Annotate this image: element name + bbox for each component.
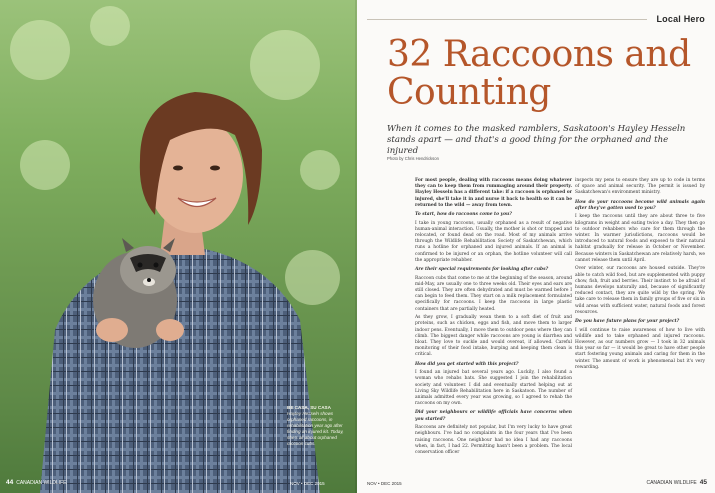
magazine-name-left: CANADIAN WILDLIFE (16, 480, 67, 486)
interview-question: Did your neighbours or wildlife officials have concerns when you started? (415, 410, 572, 422)
interview-question: Are their special requirements for looking after cubs? (415, 267, 549, 273)
body-paragraph: I found an injured bat several years ago. Luckily, I also found a woman who rehabs bats. She suggested I join the rehabilitation society and volunteer. I did and eventually started helping out at Living Sky Wildlife Rehabilitation here in Saskatoon. The number of animals admitted every year was growing, so I agreed to rehab the raccoons on my own. (415, 370, 572, 407)
issue-date-right: NOV • DEC 2015 (367, 481, 402, 486)
interview-question: Do you have future plans for your project? (575, 319, 680, 325)
photo-page-left (0, 0, 357, 493)
body-paragraph: Raccoon cubs that come to me at the beginning of the season, around mid-May, are usually one to three weeks old. Their eyes and ears are still closed. They are often dehydrated and must be warmed before I can begin to feed them. They start on a milk replacement formulated specifically for raccoons. I keep the raccoons in large plastic containers that are partially heated. (415, 275, 572, 312)
folio-left (6, 479, 67, 486)
body-paragraph: Raccoons are definitely not popular, but I'm very lucky to have great neighbours. I've had no complaints in the four years that I've been raising raccoons. One neighbour had no idea I had any raccoons when, in fact, I had 22. Permitting hasn't been a problem. The local conservation officer (415, 425, 572, 456)
headline: 32 Raccoons and Counting (387, 34, 691, 113)
body-paragraph: As they grow, I gradually wean them to a soft diet of fruit and proteins, such as chicken, eggs and fish, and move them to larger indoor pens. Eventually, I move them to outdoor pens where they can climb. The biggest danger while raccoons are young is diarrhea and bloat. They love to suckle and would overeat, if allowed. Careful monitoring of their food intake, burping and keeping them clean is critical. (415, 315, 572, 358)
folio-right (646, 479, 707, 486)
interview-question: How do your raccoons become wild animals again after they've gotten used to you? (575, 199, 705, 211)
body-paragraph: I keep the raccoons until they are about three to five kilograms in weight and eating twice a day. They then go to outdoor rehabbers who care for them through the winter. In warmer jurisdictions, raccoons would be introduced to natural foods and exposed to their natural habitat gradually for release in October or November. Because winters in Saskatchewan are relatively harsh, we cannot release them until April. (575, 214, 705, 263)
section-rule (367, 19, 647, 20)
body-paragraph: I will continue to raise awareness of how to live with wildlife and to take orphaned and injured raccoons. However, as our numbers grow — I took in 32 animals this year so far — it would be great to have other people start fostering young animals and caring for them in the winter. The amount of work is phenomenal but it's very rewarding. (575, 327, 705, 370)
photo-caption (287, 405, 349, 447)
interview-question: To start, how do raccoons come to you? (415, 212, 512, 218)
article-page-right (357, 0, 715, 493)
body-column-1 (415, 178, 572, 459)
lede-paragraph: For most people, dealing with raccoons means doing whatever they can to keep them from rummaging around their property. Hayley Hesseln has a different take: if a raccoon is orphaned or injured, she'll take it in and nurse it back to health so it can be returned to the wild — away from town. (415, 178, 572, 208)
caption-text: Hayley Hesseln shows orphaned raccoons, in rehabilitation year ago after finding an injured kit. Today, she's all about orphaned raccoon cubs. (287, 411, 344, 446)
page-number-right: 45 (699, 479, 707, 486)
body-paragraph: inspects my pens to ensure they are up to code in terms of space and animal security. The permit is issued by Saskatchewan's environment ministry. (575, 178, 705, 196)
photo-credit: Photo by Chris Hendrickson (387, 156, 439, 161)
body-paragraph: I take in young raccoons, usually orphaned as a result of negative human-animal interaction. Usually, the mother is shot or trapped and relocated, or found dead on the road. Most of my animals arrive through the Wildlife Rehabilitation Society of Saskatchewan, which runs a hotline for orphaned and injured animals. If an animal is confirmed to be injured or an orphan, the hotline volunteer will call the appropriate rehabber. (415, 220, 572, 263)
body-paragraph: Over winter, our raccoons are housed outside. They're able to catch wild food, but are supplemented with puppy chow, fish, fruit and berries. Their instinct to be afraid of humans develops naturally and, because of significantly reduced contact, they are quite wild by the spring. We take care to release them in family groups of five or six in wild areas with sufficient water, natural foods and forest resources. (575, 266, 705, 315)
section-label: Local Hero (656, 14, 705, 24)
body-column-2 (575, 178, 705, 373)
issue-date-left: NOV • DEC 2015 (290, 481, 325, 486)
deck: When it comes to the masked ramblers, Saskatoon's Hayley Hesseln stands apart — and that's a good thing for the orphaned and the injured (387, 124, 686, 156)
interview-question: How did you get started with this project? (415, 361, 519, 367)
magazine-name-right: CANADIAN WILDLIFE (646, 480, 697, 486)
page-number-left: 44 (6, 479, 14, 486)
caption-title: BE CASA, SU CASA (287, 405, 331, 410)
